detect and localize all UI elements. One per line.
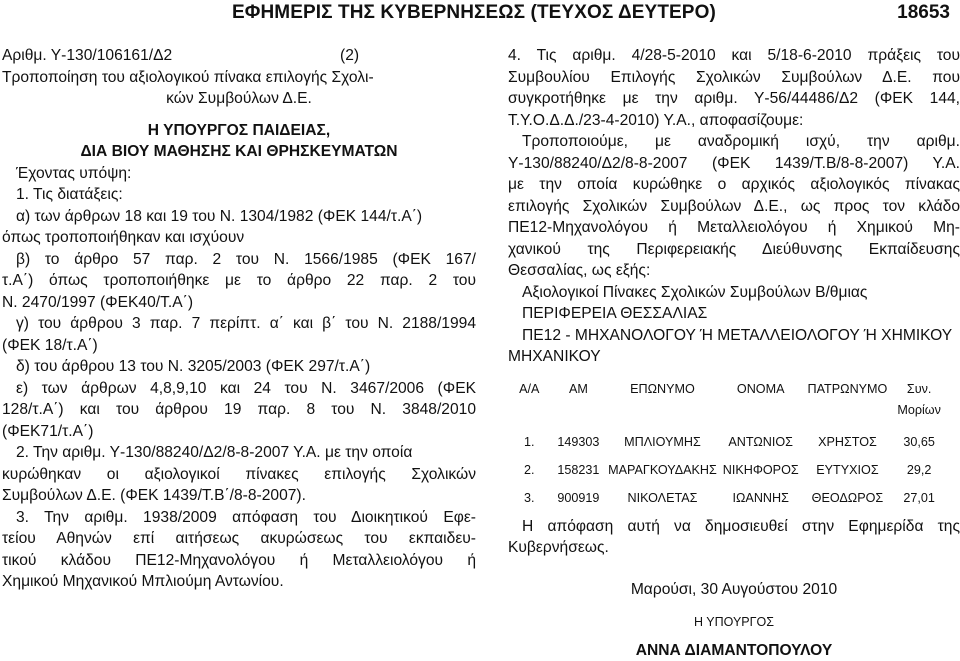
- text-line: Συμβούλων Δ.Ε. (ΦΕΚ 1439/Τ.Β΄/8‑8‑2007).: [2, 485, 476, 507]
- signer-title: Η ΥΠΟΥΡΓΟΣ: [508, 612, 960, 634]
- text-line: (ΦΕΚ 18/τ.Α΄): [2, 335, 476, 357]
- table-cell: 149303: [551, 428, 607, 456]
- column-header: Συν. Μορίων: [892, 376, 946, 428]
- table-row: [508, 456, 946, 484]
- text-line: 128/τ.Α΄) και του άρθρου 19 παρ. 8 του Ν. 3848/2010: [2, 399, 476, 421]
- table-heading-2: ΠΕΡΙΦΕΡΕΙΑ ΘΕΣΣΑΛΙΑΣ: [508, 303, 960, 325]
- table-cell: 27,01: [892, 484, 946, 512]
- text-line: κυρώθηκαν οι αξιολογικοί πίνακες επιλογής Σχολικών: [2, 464, 476, 486]
- table-cell: 3.: [508, 484, 551, 512]
- right-column: [508, 45, 960, 661]
- column-header: ΟΝΟΜΑ: [719, 376, 803, 428]
- text-line: Τροποποιούμε, με αναδρομική ισχύ, την αριθμ.: [508, 131, 960, 153]
- table-cell: 2.: [508, 456, 551, 484]
- text-line: Τ.Υ.Ο.Δ.Δ./23‑4‑2010) Υ.Α., αποφασίζουμε:: [508, 110, 960, 132]
- table-heading-4: ΜΗΧΑΝΙΚΟΥ: [508, 346, 960, 368]
- gazette-title: ΕΦΗΜΕΡΙΣ ΤΗΣ ΚΥΒΕΡΝΗΣΕΩΣ (ΤΕΥΧΟΣ ΔΕΥΤΕΡΟ): [232, 2, 716, 24]
- text-line: δ) του άρθρου 13 του Ν. 3205/2003 (ΦΕΚ 297/τ.Α΄): [2, 356, 476, 378]
- minister-title-2: ΔΙΑ ΒΙΟΥ ΜΑΘΗΣΗΣ ΚΑΙ ΘΡΗΣΚΕΥΜΑΤΩΝ: [2, 141, 476, 163]
- table-cell: ΝΙΚΗΦΟΡΟΣ: [719, 456, 803, 484]
- place-date: Μαρούσι, 30 Αυγούστου 2010: [508, 579, 960, 601]
- text-line: Θεσσαλίας, ως εξής:: [508, 260, 960, 282]
- text-line: (ΦΕΚ71/τ.Α΄): [2, 421, 476, 443]
- text-line: τείου Αθηνών επί αιτήσεως ακυρώσεως του εκπαιδευ-: [2, 528, 476, 550]
- publish-line-2: Κυβερνήσεως.: [508, 537, 960, 559]
- text-line: τικού κλάδου ΠΕ12‑Μηχανολόγου ή Μεταλλειολόγου ή: [2, 550, 476, 572]
- text-line: Υ‑130/88240/Δ2/8‑8‑2007 (ΦΕΚ 1439/Τ.Β/8‑8‑2007) Υ.Α.: [508, 153, 960, 175]
- text-line: τ.Α΄) όπως τροποποιήθηκε με το άρθρο 22 παρ. 2 του: [2, 270, 476, 292]
- signer-name: ΑΝΝΑ ΔΙΑΜΑΝΤΟΠΟΥΛΟΥ: [508, 640, 960, 661]
- column-header: ΕΠΩΝΥΜΟ: [606, 376, 719, 428]
- table-heading-1: Αξιολογικοί Πίνακες Σχολικών Συμβούλων Β/θμιας: [508, 282, 960, 304]
- table-cell: 29,2: [892, 456, 946, 484]
- table-row: [508, 484, 946, 512]
- table-cell: ΙΩΑΝΝΗΣ: [719, 484, 803, 512]
- text-line: επιλογής Σχολικών Συμβούλων Δ.Ε., ως προς τον κλάδο: [508, 196, 960, 218]
- table-header-row: [508, 376, 946, 428]
- text-line: ΠΕ12‑Μηχανολόγου ή Μεταλλειολόγου ή Χημικού Μη-: [508, 217, 960, 239]
- text-line: 3. Την αριθμ. 1938/2009 απόφαση του Διοικητικού Εφε-: [2, 507, 476, 529]
- text-line: Ν. 2470/1997 (ΦΕΚ40/Τ.Α΄): [2, 292, 476, 314]
- text-line: με την οποία κυρώθηκε ο αρχικός αξιολογικός πίνακας: [508, 174, 960, 196]
- text-line: συγκροτήθηκε με την αριθμ. Υ‑56/44486/Δ2 (ΦΕΚ 144,: [508, 88, 960, 110]
- table-cell: ΜΠΛΙΟΥΜΗΣ: [606, 428, 719, 456]
- minister-title-1: Η ΥΠΟΥΡΓΟΣ ΠΑΙΔΕΙΑΣ,: [2, 120, 476, 142]
- subject-line-1: Τροποποίηση του αξιολογικού πίνακα επιλογής Σχολι-: [2, 67, 476, 89]
- table-cell: ΘΕΟΔΩΡΟΣ: [803, 484, 893, 512]
- text-line: Χημικού Μηχανικού Μπλιούμη Αντωνίου.: [2, 571, 476, 593]
- text-line: όπως τροποποιήθηκαν και ισχύουν: [2, 227, 476, 249]
- page-header: [0, 0, 960, 30]
- table-cell: 158231: [551, 456, 607, 484]
- column-header: ΠΑΤΡΩΝΥΜΟ: [803, 376, 893, 428]
- table-cell: ΕΥΤΥΧΙΟΣ: [803, 456, 893, 484]
- subject-line-2: κών Συμβούλων Δ.Ε.: [2, 88, 476, 110]
- text-line: 2. Την αριθμ. Υ‑130/88240/Δ2/8‑8‑2007 Υ.Α. με την οποία: [2, 442, 476, 464]
- text-line: α) των άρθρων 18 και 19 του Ν. 1304/1982 (ΦΕΚ 144/τ.Α΄): [2, 206, 476, 228]
- item-number: (2): [340, 45, 359, 67]
- table-heading-3: ΠΕ12 ‑ ΜΗΧΑΝΟΛΟΓΟΥ Ή ΜΕΤΑΛΛΕΙΟΛΟΓΟΥ Ή ΧΗΜΙΚΟΥ: [508, 325, 960, 347]
- text-line: β) το άρθρο 57 παρ. 2 του Ν. 1566/1985 (ΦΕΚ 167/: [2, 249, 476, 271]
- table-cell: 30,65: [892, 428, 946, 456]
- table-cell: ΜΑΡΑΓΚΟΥΔΑΚΗΣ: [606, 456, 719, 484]
- text-line: ε) των άρθρων 4,8,9,10 και 24 του Ν. 3467/2006 (ΦΕΚ: [2, 378, 476, 400]
- table-cell: 900919: [551, 484, 607, 512]
- table-cell: ΧΡΗΣΤΟΣ: [803, 428, 893, 456]
- candidates-table: [508, 376, 946, 512]
- left-column: [2, 45, 476, 593]
- text-line: 4. Τις αριθμ. 4/28‑5‑2010 και 5/18‑6‑2010 πράξεις του: [508, 45, 960, 67]
- column-header: Α/Α: [508, 376, 551, 428]
- text-line: γ) του άρθρου 3 παρ. 7 περίπτ. α΄ και β΄ του Ν. 2188/1994: [2, 313, 476, 335]
- decision-reference: [2, 45, 476, 67]
- table-row: [508, 428, 946, 456]
- text-line: χανικού της Περιφερειακής Διεύθυνσης Εκπαίδευσης: [508, 239, 960, 261]
- column-header: ΑΜ: [551, 376, 607, 428]
- table-cell: 1.: [508, 428, 551, 456]
- table-cell: ΑΝΤΩΝΙΟΣ: [719, 428, 803, 456]
- publish-line-1: Η απόφαση αυτή να δημοσιευθεί στην Εφημερίδα της: [508, 516, 960, 538]
- text-line: Έχοντας υπόψη:: [2, 163, 476, 185]
- text-line: Συμβουλίου Επιλογής Σχολικών Συμβούλων Δ.Ε. που: [508, 67, 960, 89]
- text-line: 1. Τις διατάξεις:: [2, 184, 476, 206]
- page-number: 18653: [897, 2, 950, 24]
- reference-number: Αριθμ. Υ‑130/106161/Δ2: [2, 47, 172, 64]
- table-cell: ΝΙΚΟΛΕΤΑΣ: [606, 484, 719, 512]
